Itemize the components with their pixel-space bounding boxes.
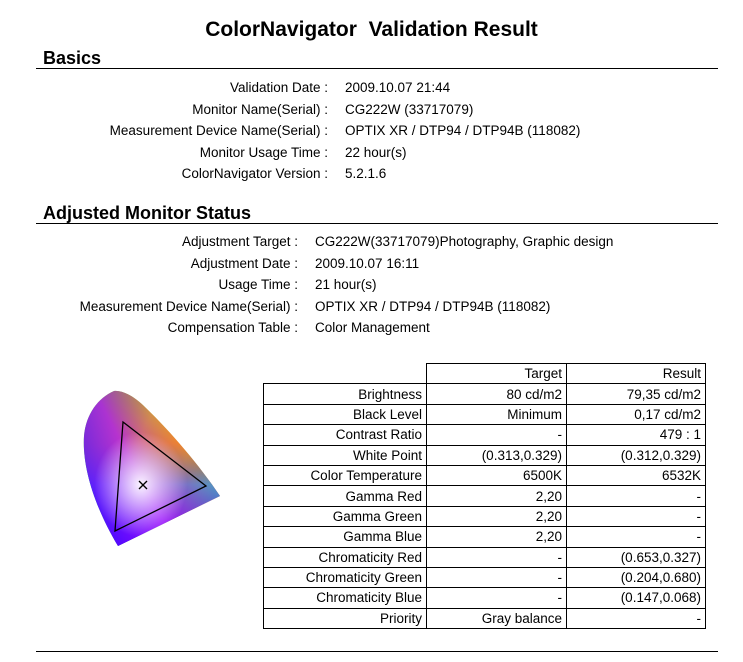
info-row bbox=[0, 99, 743, 121]
table-cell-item: Priority bbox=[264, 608, 427, 628]
info-row bbox=[0, 142, 743, 164]
spectral-locus-fill bbox=[80, 386, 225, 550]
table-row bbox=[264, 527, 706, 547]
table-header-cell: Result bbox=[567, 364, 706, 384]
table-cell-result: (0.147,0.068) bbox=[567, 588, 706, 608]
table-cell-target: 6500K bbox=[427, 465, 567, 485]
table-cell-item: Color Temperature bbox=[264, 465, 427, 485]
table-row bbox=[264, 445, 706, 465]
validation-results-table bbox=[263, 363, 706, 629]
table-cell-result: - bbox=[567, 608, 706, 628]
info-row bbox=[0, 77, 743, 99]
table-cell-result: 479 : 1 bbox=[567, 425, 706, 445]
info-value: 5.2.1.6 bbox=[345, 166, 387, 181]
info-row bbox=[0, 274, 743, 296]
info-label: Monitor Name(Serial) : bbox=[192, 101, 328, 117]
table-cell-target: - bbox=[427, 567, 567, 587]
table-cell-result: - bbox=[567, 506, 706, 526]
info-value: CG222W (33717079) bbox=[345, 101, 474, 117]
info-value: OPTIX XR / DTP94 / DTP94B (118082) bbox=[315, 298, 551, 314]
table-cell-target: 2,20 bbox=[427, 527, 567, 547]
footer-divider bbox=[36, 651, 718, 652]
info-label: Compensation Table : bbox=[167, 320, 298, 335]
table-row bbox=[264, 384, 706, 404]
table-row bbox=[264, 486, 706, 506]
section-heading-adjusted-status: Adjusted Monitor Status bbox=[43, 203, 251, 223]
table-cell-item: White Point bbox=[264, 445, 427, 465]
table-cell-item: Gamma Blue bbox=[264, 527, 427, 547]
table-cell-target: 2,20 bbox=[427, 486, 567, 506]
info-value: 22 hour(s) bbox=[345, 144, 407, 160]
table-cell-target: 2,20 bbox=[427, 506, 567, 526]
chromaticity-gamut-diagram bbox=[80, 386, 225, 550]
table-cell-target: Minimum bbox=[427, 404, 567, 424]
info-label: Monitor Usage Time : bbox=[199, 144, 328, 160]
basics-info bbox=[0, 77, 743, 185]
section-heading-basics: Basics bbox=[43, 48, 102, 68]
table-cell-item: Brightness bbox=[264, 384, 427, 404]
info-row bbox=[0, 120, 743, 142]
info-value: Color Management bbox=[315, 320, 430, 335]
info-row bbox=[0, 317, 743, 339]
info-label: Usage Time : bbox=[218, 277, 298, 292]
table-row bbox=[264, 608, 706, 628]
table-cell-target: - bbox=[427, 547, 567, 567]
info-value: CG222W(33717079)Photography, Graphic design bbox=[315, 234, 614, 249]
table-cell-item: Chromaticity Green bbox=[264, 567, 427, 587]
table-cell-result: - bbox=[567, 486, 706, 506]
table-cell-item: Black Level bbox=[264, 404, 427, 424]
info-label: Validation Date : bbox=[229, 80, 328, 95]
table-cell-result: 79,35 cd/m2 bbox=[567, 384, 706, 404]
table-cell-result: 0,17 cd/m2 bbox=[567, 404, 706, 424]
info-row bbox=[0, 296, 743, 318]
table-header-cell: Target bbox=[427, 364, 567, 384]
table-cell-item: Gamma Red bbox=[264, 486, 427, 506]
table-cell-item: Chromaticity Red bbox=[264, 547, 427, 567]
section-divider bbox=[36, 68, 718, 69]
table-header-cell bbox=[264, 364, 427, 384]
info-label: Adjustment Date : bbox=[190, 255, 298, 271]
info-value: 2009.10.07 21:44 bbox=[345, 80, 451, 95]
table-cell-result: (0.653,0.327) bbox=[567, 547, 706, 567]
table-cell-item: Contrast Ratio bbox=[264, 425, 427, 445]
info-value: 21 hour(s) bbox=[315, 277, 377, 292]
info-row bbox=[0, 253, 743, 275]
table-cell-result: (0.312,0.329) bbox=[567, 445, 706, 465]
table-header-row bbox=[264, 364, 706, 384]
table-row bbox=[264, 506, 706, 526]
table-cell-result: - bbox=[567, 527, 706, 547]
table-cell-target: (0.313,0.329) bbox=[427, 445, 567, 465]
info-row bbox=[0, 231, 743, 253]
info-label: Adjustment Target : bbox=[181, 234, 298, 249]
table-row bbox=[264, 465, 706, 485]
info-value: OPTIX XR / DTP94 / DTP94B (118082) bbox=[345, 123, 581, 138]
adjusted-status-info bbox=[0, 231, 743, 339]
section-divider bbox=[36, 223, 718, 224]
info-value: 2009.10.07 16:11 bbox=[315, 255, 420, 271]
table-row bbox=[264, 567, 706, 587]
table-cell-result: (0.204,0.680) bbox=[567, 567, 706, 587]
info-row bbox=[0, 163, 743, 185]
table-cell-target: Gray balance bbox=[427, 608, 567, 628]
table-row bbox=[264, 547, 706, 567]
table-row bbox=[264, 404, 706, 424]
info-label: ColorNavigator Version : bbox=[181, 166, 328, 181]
table-row bbox=[264, 425, 706, 445]
info-label: Measurement Device Name(Serial) : bbox=[79, 298, 298, 314]
info-label: Measurement Device Name(Serial) : bbox=[109, 123, 328, 138]
table-cell-result: 6532K bbox=[567, 465, 706, 485]
table-row bbox=[264, 588, 706, 608]
table-cell-item: Gamma Green bbox=[264, 506, 427, 526]
page-title: ColorNavigator Validation Result bbox=[205, 18, 538, 41]
table-cell-target: - bbox=[427, 425, 567, 445]
table-cell-item: Chromaticity Blue bbox=[264, 588, 427, 608]
table-cell-target: 80 cd/m2 bbox=[427, 384, 567, 404]
table-cell-target: - bbox=[427, 588, 567, 608]
